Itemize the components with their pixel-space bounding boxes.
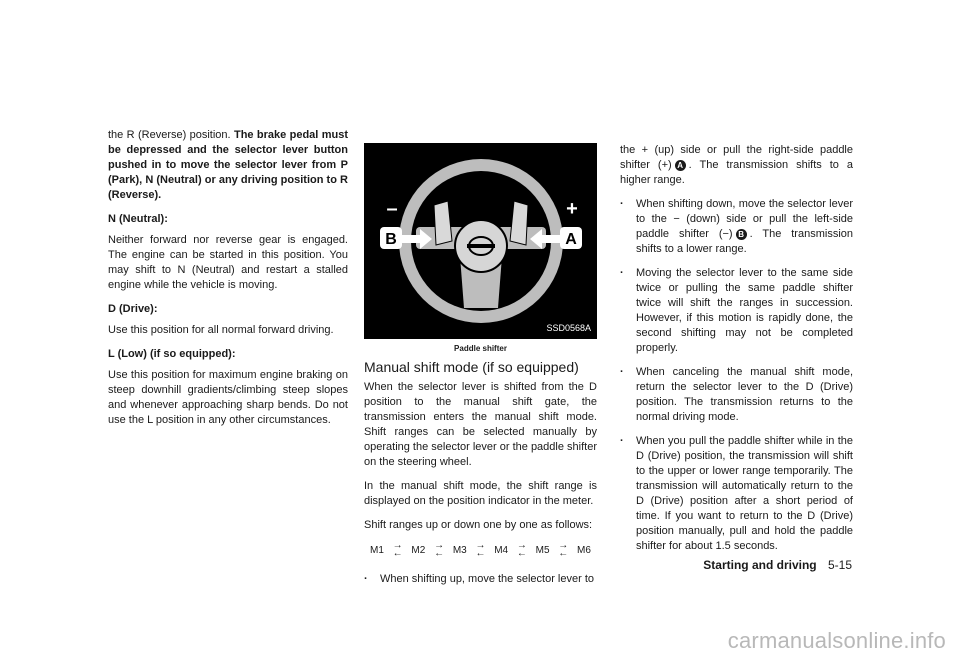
up-down-arrows-icon: → ← — [475, 540, 486, 559]
left-column — [108, 128, 348, 437]
up-down-arrows-icon: → ← — [516, 540, 527, 559]
section-title: Manual shift mode (if so equipped) — [364, 359, 579, 375]
low-heading: L (Low) (if so equipped): — [108, 348, 236, 360]
drive-heading: D (Drive): — [108, 303, 158, 315]
range-m5: M5 — [535, 544, 550, 556]
b1-text-b: . The transmission shifts to a lower range. — [636, 228, 853, 255]
logo-bar — [467, 244, 495, 248]
bullet-paddle-in-drive: . When you pull the paddle shifter while in the D (Drive) position, the transmission will shift to the upper or lower range temporarily. The transmission will automatically return to the D (Drive) position after a short period of time. If you want to return to the D (Drive) position manually, pull and hold the paddle shifter for about 1.5 seconds. — [620, 434, 853, 554]
page-number: 5-15 — [827, 558, 852, 572]
paddle-shifter-figure — [364, 143, 597, 339]
range-m2: M2 — [411, 544, 426, 556]
label-a: A — [565, 231, 577, 248]
range-m3: M3 — [452, 544, 467, 556]
intro-bold: The brake pedal must be depressed and the selector lever button pushed in to move the selector lever from P (Park), N (Neutral) or any driving position to R (Reverse). — [108, 129, 348, 201]
shift-range-sequence — [370, 542, 591, 558]
range-m4: M4 — [494, 544, 509, 556]
intro-paragraph — [108, 128, 348, 203]
up-down-arrows-icon: → ← — [558, 540, 569, 559]
minus-sign: – — [386, 198, 398, 220]
cont-text-b: . The transmission shifts to a higher range. — [620, 159, 853, 186]
callout-b-icon: B — [736, 229, 747, 240]
manual-p2: In the manual shift mode, the shift range is displayed on the position indicator in the meter. — [364, 480, 597, 507]
up-down-arrows-icon: → ← — [392, 540, 403, 559]
manual-p3: Shift ranges up or down one by one as follows: — [364, 519, 593, 531]
bullet-succession: . Moving the selector lever to the same side twice or pulling the same paddle shifter twice will shift the ranges in succession. However, if this motion is rapidly done, the second shifting may not be completed properly. — [620, 266, 853, 356]
middle-column — [364, 143, 597, 596]
callout-a-icon: A — [675, 160, 686, 171]
range-m6: M6 — [577, 544, 591, 556]
figure-caption: Paddle shifter — [454, 344, 507, 353]
shift-up-continued — [620, 143, 853, 188]
range-m1: M1 — [370, 544, 384, 556]
right-column — [620, 143, 853, 563]
bullet-shift-down — [620, 197, 853, 257]
low-text: Use this position for maximum engine braking on steep downhill gradients/climbing steep slopes and whenever approaching sharp bends. Do not use the L position in any other circumstances. — [108, 369, 348, 426]
bullet-cancel: . When canceling the manual shift mode, return the selector lever to the D (Drive) position. The transmission returns to the normal driving mode. — [620, 365, 853, 425]
neutral-text: Neither forward nor reverse gear is engaged. The engine can be started in this position. You may shift to N (Neutral) and restart a stalled engine while the vehicle is moving. — [108, 234, 348, 291]
cont-text-a: the + (up) side or pull the right-side paddle shifter (+) — [620, 144, 853, 171]
drive-text: Use this position for all normal forward driving. — [108, 324, 334, 336]
neutral-heading: N (Neutral): — [108, 213, 168, 225]
b1-text-a: When shifting down, move the selector lever to the − (down) side or pull the left-side paddle shifter (−) — [636, 198, 853, 240]
figure-code: SSD0568A — [546, 323, 591, 333]
footer-section: Starting and driving — [703, 558, 817, 572]
intro-plain: the R (Reverse) position. — [108, 129, 234, 141]
page-footer — [703, 558, 852, 572]
up-down-arrows-icon: → ← — [434, 540, 445, 559]
steering-wheel-illustration — [364, 143, 597, 339]
label-b: B — [385, 231, 397, 248]
plus-sign: + — [566, 198, 578, 220]
manual-p1: When the selector lever is shifted from the D position to the manual shift gate, the transmission enters the manual shift mode. Shift ranges can be selected manually by operating the selector lever or the paddle shifter on the steering wheel. — [364, 381, 597, 468]
bullet-shift-up: . When shifting up, move the selector lever to — [364, 572, 597, 587]
watermark: carmanualsonline.info — [727, 628, 946, 653]
